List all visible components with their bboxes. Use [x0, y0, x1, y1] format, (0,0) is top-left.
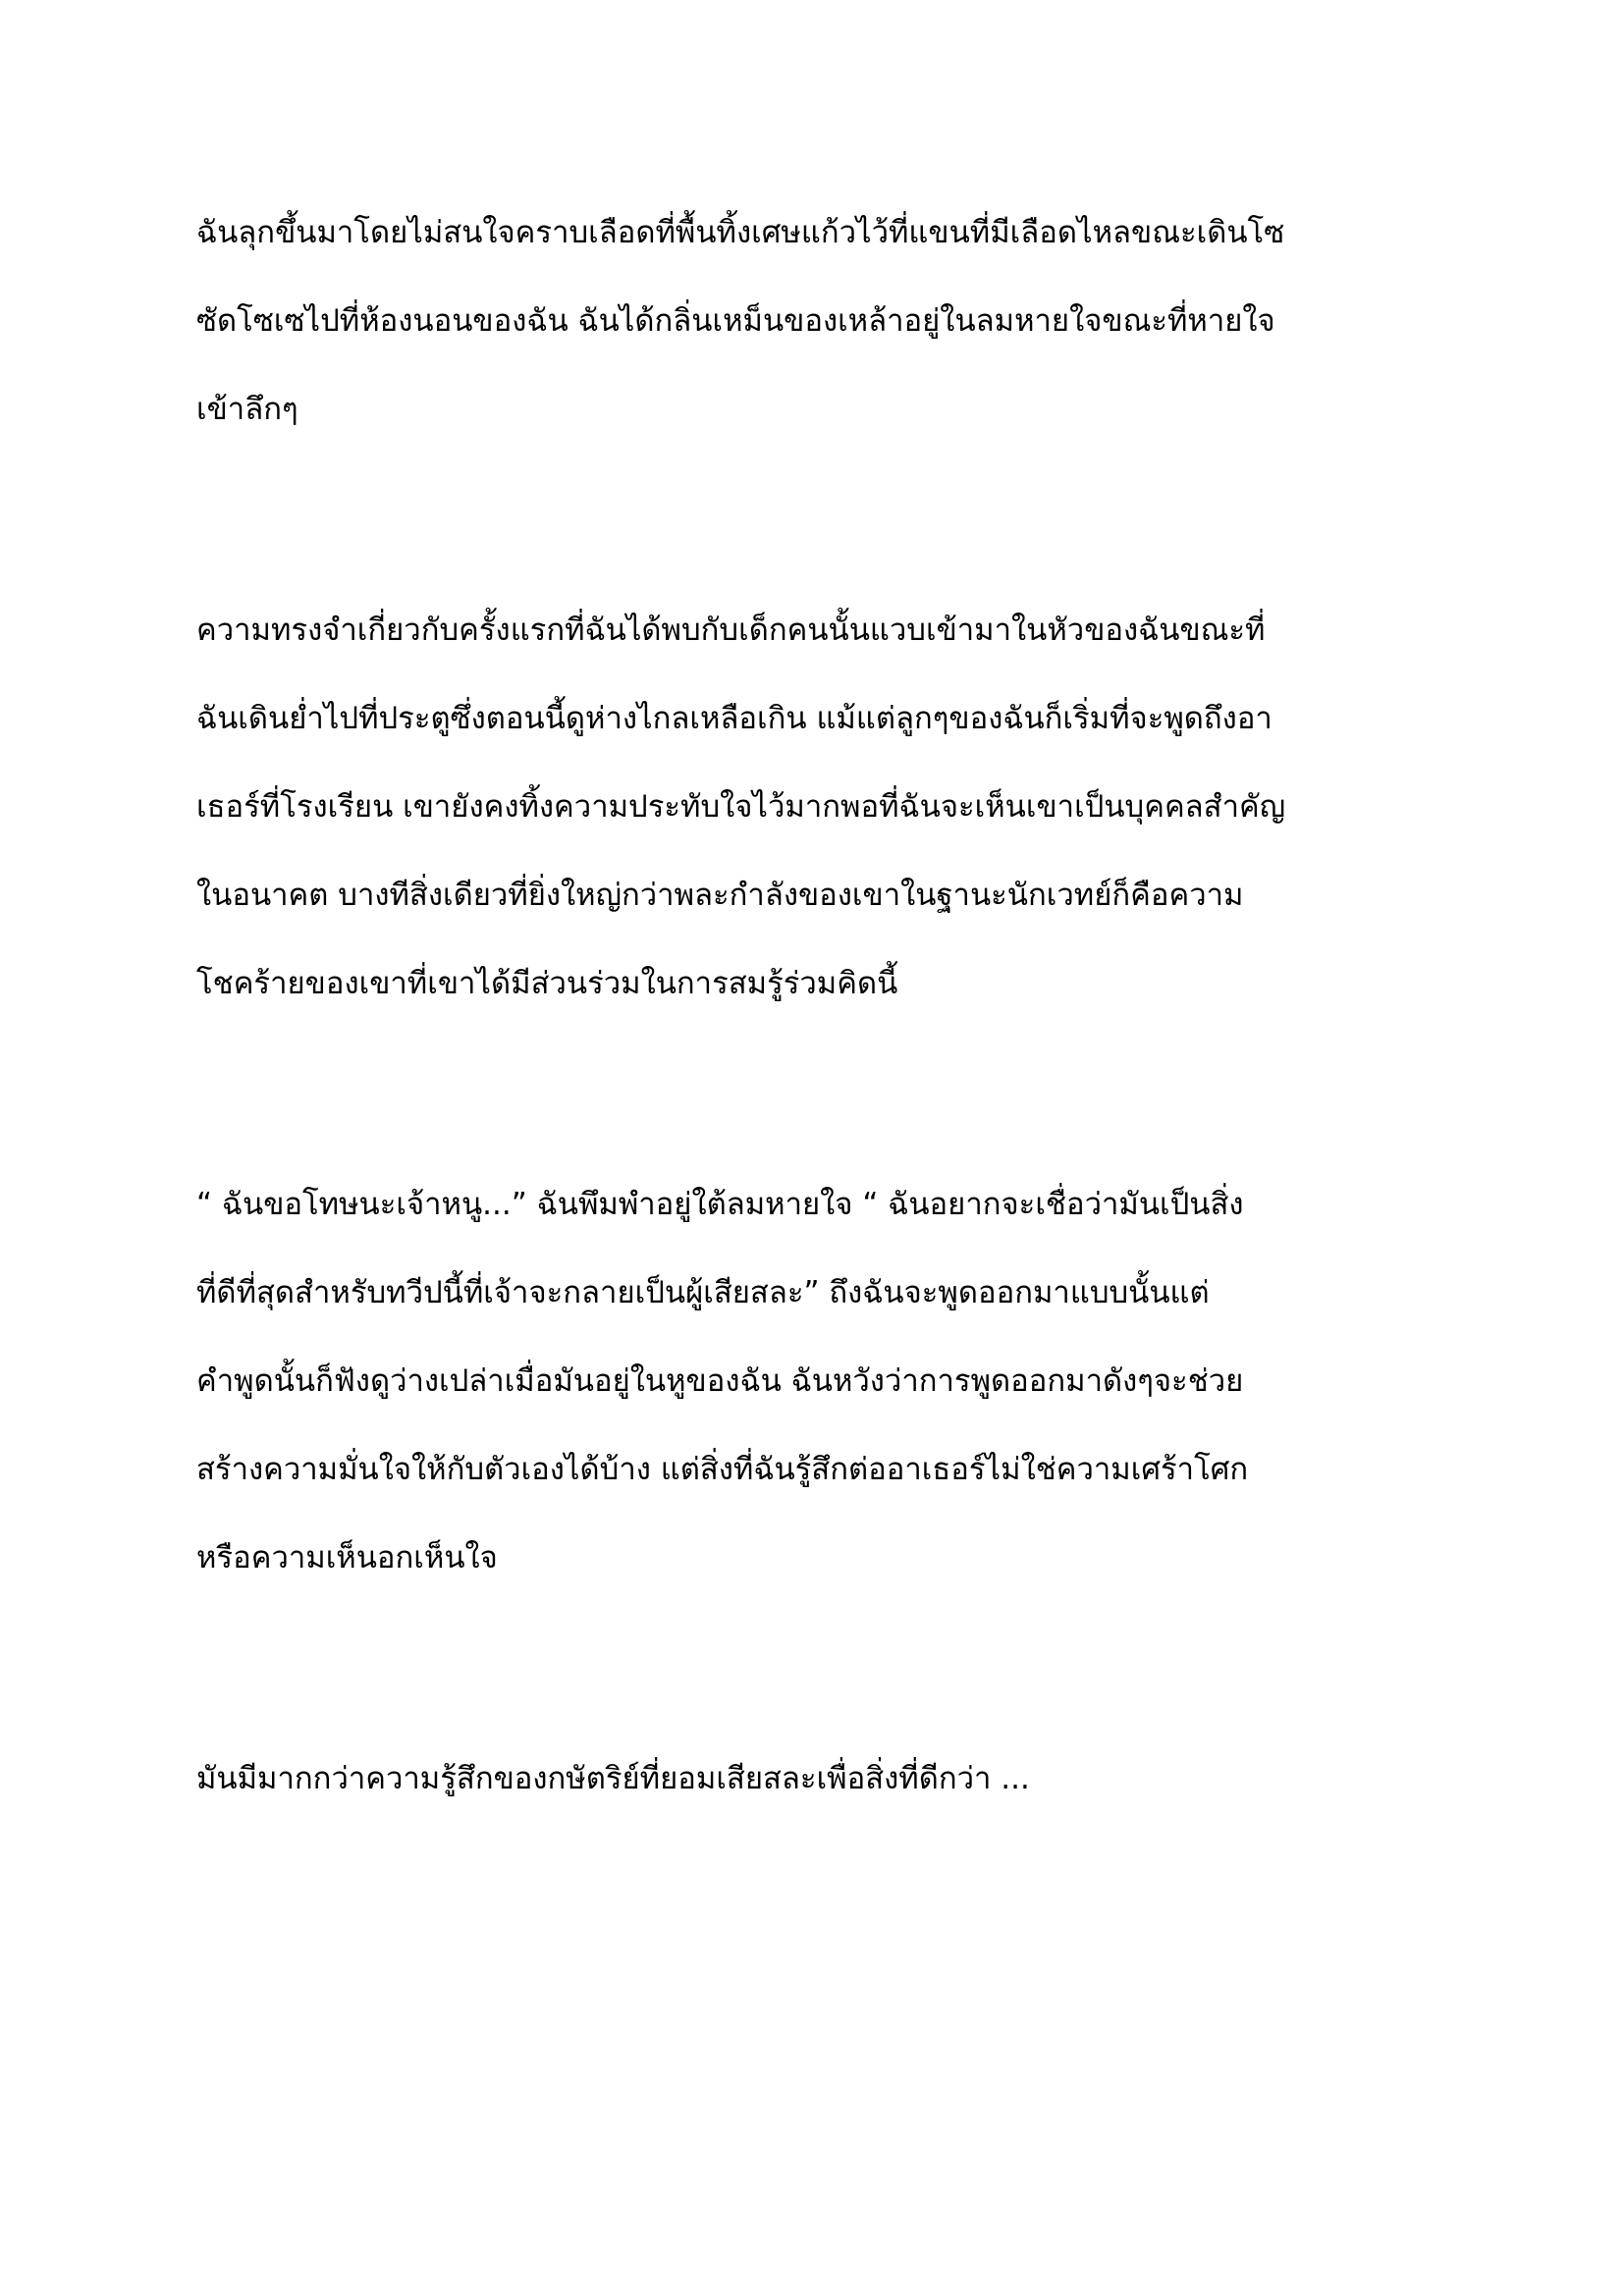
paragraph-4: มันมีมากกว่าความรู้สึกของกษัตริย์ที่ยอมเสียสละเพื่อสิ่งที่ดีกว่า ...	[196, 1761, 1030, 1796]
paragraph-3: “ ฉันขอโทษนะเจ้าหนู...” ฉันพึมพำอยู่ใต้ลมหายใจ “ ฉันอยากจะเชื่อว่ามันเป็นสิ่ง ที่ดีที่สุดสำหรับทวีปนี้ที่เจ้าจะกลายเป็นผู้เสียสละ” ถึงฉันจะพูดออกมาแบบนั้นแต่ คำพูดนั้นก็ฟังดูว่างเปล่าเมื่อมันอยู่ในหูของฉัน ฉันหวังว่าการพูดออกมาดังๆจะช่วย สร้างความมั่นใจให้กับตัวเองได้บ้าง แต่สิ่งที่ฉันรู้สึกต่ออาเธอร์ไม่ใช่ความเศร้าโศก หรือความเห็นอกเห็นใจ	[196, 1187, 1249, 1575]
paragraph-1: ฉันลุกขึ้นมาโดยไม่สนใจคราบเลือดที่พื้นทิ้งเศษแก้วไว้ที่แขนที่มีเลือดไหลขณะเดินโซ ซัดโซเซไปที่ห้องนอนของฉัน ฉันได้กลิ่นเหม็นของเหล้าอยู่ในลมหายใจขณะที่หายใจ เข้าลึกๆ	[196, 215, 1285, 427]
paragraph-2: ความทรงจำเกี่ยวกับครั้งแรกที่ฉันได้พบกับเด็กคนนั้นแวบเข้ามาในหัวของฉันขณะที่ ฉันเดินย่ำไปที่ประตูซึ่งตอนนี้ดูห่างไกลเหลือเกิน แม้แต่ลูกๆของฉันก็เริ่มที่จะพูดถึงอา เธอร์ที่โรงเรียน เขายังคงทิ้งความประทับใจไว้มากพอที่ฉันจะเห็นเขาเป็นบุคคลสำคัญ ในอนาคต บางทีสิ่งเดียวที่ยิ่งใหญ่กว่าพละกำลังของเขาในฐานะนักเวทย์ก็คือความ โชคร้ายของเขาที่เขาได้มีส่วนร่วมในการสมรู้ร่วมคิดนี้	[196, 613, 1286, 1001]
